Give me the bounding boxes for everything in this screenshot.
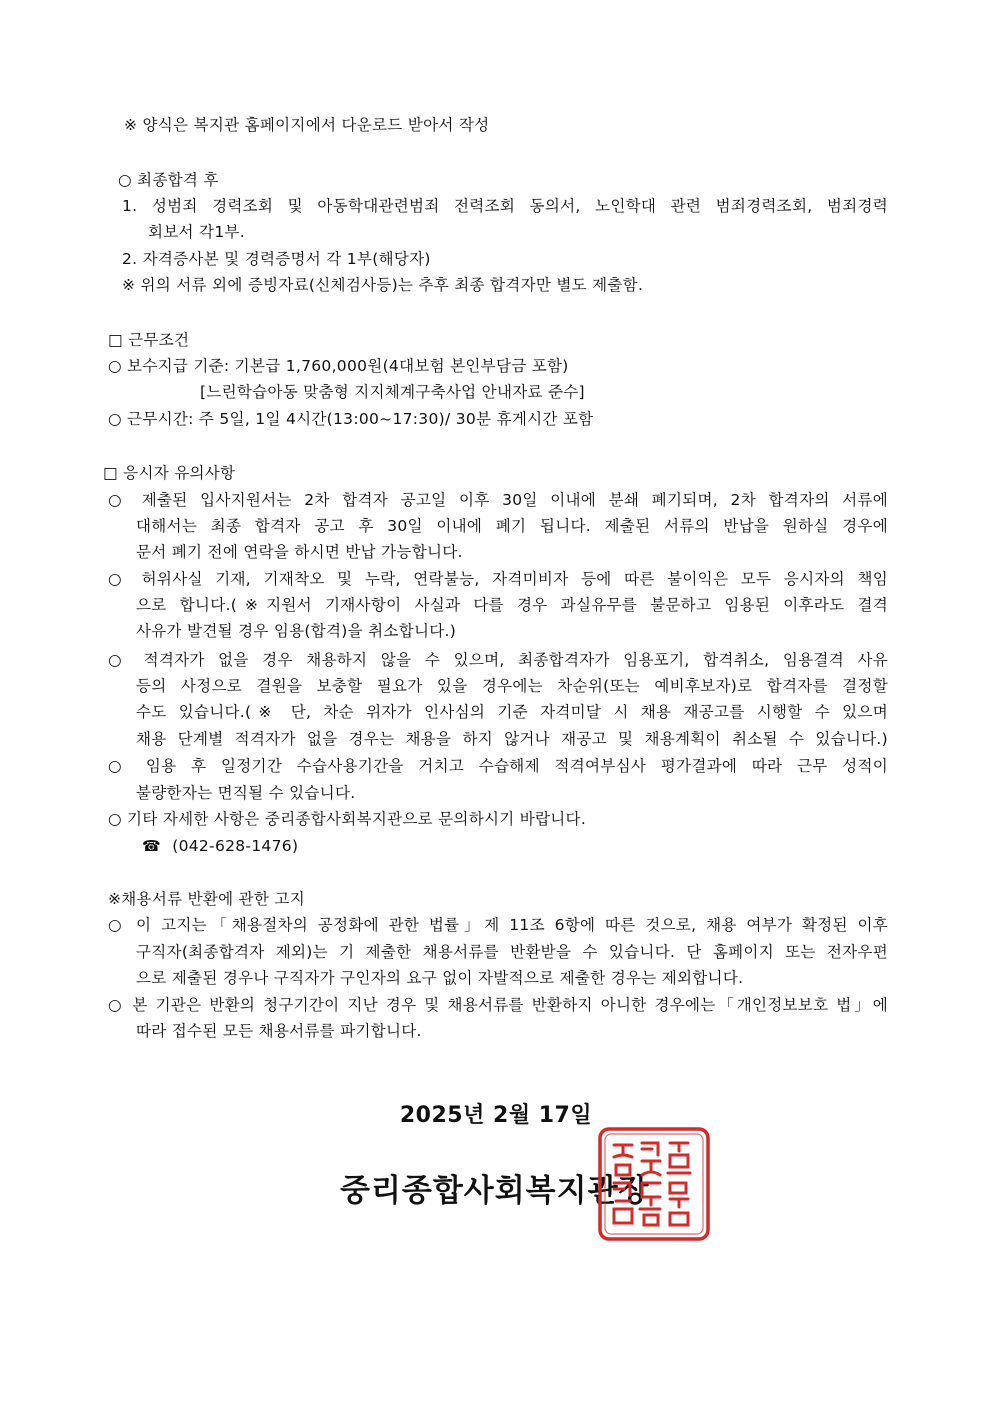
note-3-line-2: 등의 사정으로 결원을 보충할 필요가 있을 경우에는 차순위(또는 예비후보자)로 합격자를 결정할 (136, 677, 888, 695)
return-1-line-3: 으로 제출된 경우나 구직자가 구인자의 요구 없이 자발적으로 제출한 경우는 제외합니다. (136, 969, 744, 987)
note-1-line-1: ○ 제출된 입사지원서는 2차 합격자 공고일 이후 30일 이내에 분쇄 폐기되며, 2차 합격자의 서류에 (108, 491, 888, 509)
pay-standard-note: [느린학습아동 맞춤형 지지체계구축사업 안내자료 준수] (200, 383, 585, 401)
note-4-line-1: ○ 임용 후 일정기간 수습사용기간을 거치고 수습해제 적격여부심사 평가결과에 따라 근무 성적이 (108, 757, 888, 775)
pay-standard: ○ 보수지급 기준: 기본급 1,760,000원(4대보험 본인부담금 포함) (108, 357, 569, 375)
note-2-line-2: 으로 합니다.(※지원서 기재사항이 사실과 다를 경우 과실유무를 불문하고 임용된 이후라도 결격 (136, 596, 888, 614)
work-conditions-heading: □ 근무조건 (108, 331, 190, 349)
note-3-line-1: ○ 적격자가 없을 경우 채용하지 않을 수 있으며, 최종합격자가 임용포기, 합격취소, 임용결격 사유 (108, 651, 888, 669)
note-2-line-1: ○ 허위사실 기재, 기재착오 및 누락, 연락불능, 자격미비자 등에 따른 불이익은 모두 응시자의 책임 (108, 570, 888, 588)
final-pass-heading: ○ 최종합격 후 (118, 171, 219, 189)
official-seal (596, 1125, 712, 1243)
final-pass-note: ※ 위의 서류 외에 증빙자료(신체검사등)는 추후 최종 합격자만 별도 제출함. (122, 276, 644, 294)
return-2-line-2: 따라 접수된 모든 채용서류를 파기합니다. (136, 1022, 422, 1040)
final-pass-item-1: 1. 성범죄 경력조회 및 아동학대관련범죄 전력조회 동의서, 노인학대 관련 범죄경력조회, 범죄경력 (122, 197, 888, 215)
organization-name: 중리종합사회복지관장 (340, 1173, 650, 1209)
phone-number: (042-628-1476) (172, 837, 299, 855)
return-2-line-1: ○ 본 기관은 반환의 청구기간이 지난 경우 및 채용서류를 반환하지 아니한 경우에는「개인정보보호 법」에 (108, 996, 888, 1014)
note-1-line-3: 문서 폐기 전에 연락을 하시면 반납 가능합니다. (136, 543, 463, 561)
form-download-note: ※ 양식은 복지관 홈페이지에서 다운로드 받아서 작성 (124, 116, 490, 134)
final-pass-item-2: 2. 자격증사본 및 경력증명서 각 1부(해당자) (122, 250, 431, 268)
phone-line (142, 835, 298, 857)
note-5-contact: ○ 기타 자세한 사항은 중리종합사회복지관으로 문의하시기 바랍니다. (108, 810, 587, 828)
note-2-line-3: 사유가 발견될 경우 임용(합격)을 취소합니다.) (136, 622, 457, 640)
final-pass-item-1-cont: 회보서 각1부. (148, 223, 245, 241)
notice-date: 2025년 2월 17일 (399, 1103, 593, 1128)
note-3-line-4: 채용 단계별 적격자가 없을 경우는 채용을 하지 않거나 재공고 및 채용계획이 취소될 수 있습니다.) (136, 730, 888, 748)
note-1-line-2: 대해서는 최종 합격자 공고 후 30일 이내에 폐기 됩니다. 제출된 서류의 반납을 원하실 경우에 (136, 517, 888, 535)
work-hours: ○ 근무시간: 주 5일, 1일 4시간(13:00~17:30)/ 30분 휴게시간 포함 (108, 410, 594, 428)
return-notice-heading: ※채용서류 반환에 관한 고지 (108, 890, 305, 908)
applicant-notes-heading: □ 응시자 유의사항 (103, 464, 236, 482)
note-3-line-3: 수도 있습니다.(※ 단, 차순 위자가 인사심의 기준 자격미달 시 채용 재공고를 시행할 수 있으며 (136, 703, 888, 721)
return-1-line-1: ○ 이 고지는「채용절차의 공정화에 관한 법률」제 11조 6항에 따른 것으로, 채용 여부가 확정된 이후 (108, 916, 888, 934)
return-1-line-2: 구직자(최종합격자 제외)는 기 제출한 채용서류를 반환받을 수 있습니다. 단 홈페이지 또는 전자우편 (136, 943, 888, 961)
phone-icon: ☎ (142, 837, 161, 855)
note-4-line-2: 불량한자는 면직될 수 있습니다. (136, 784, 356, 802)
